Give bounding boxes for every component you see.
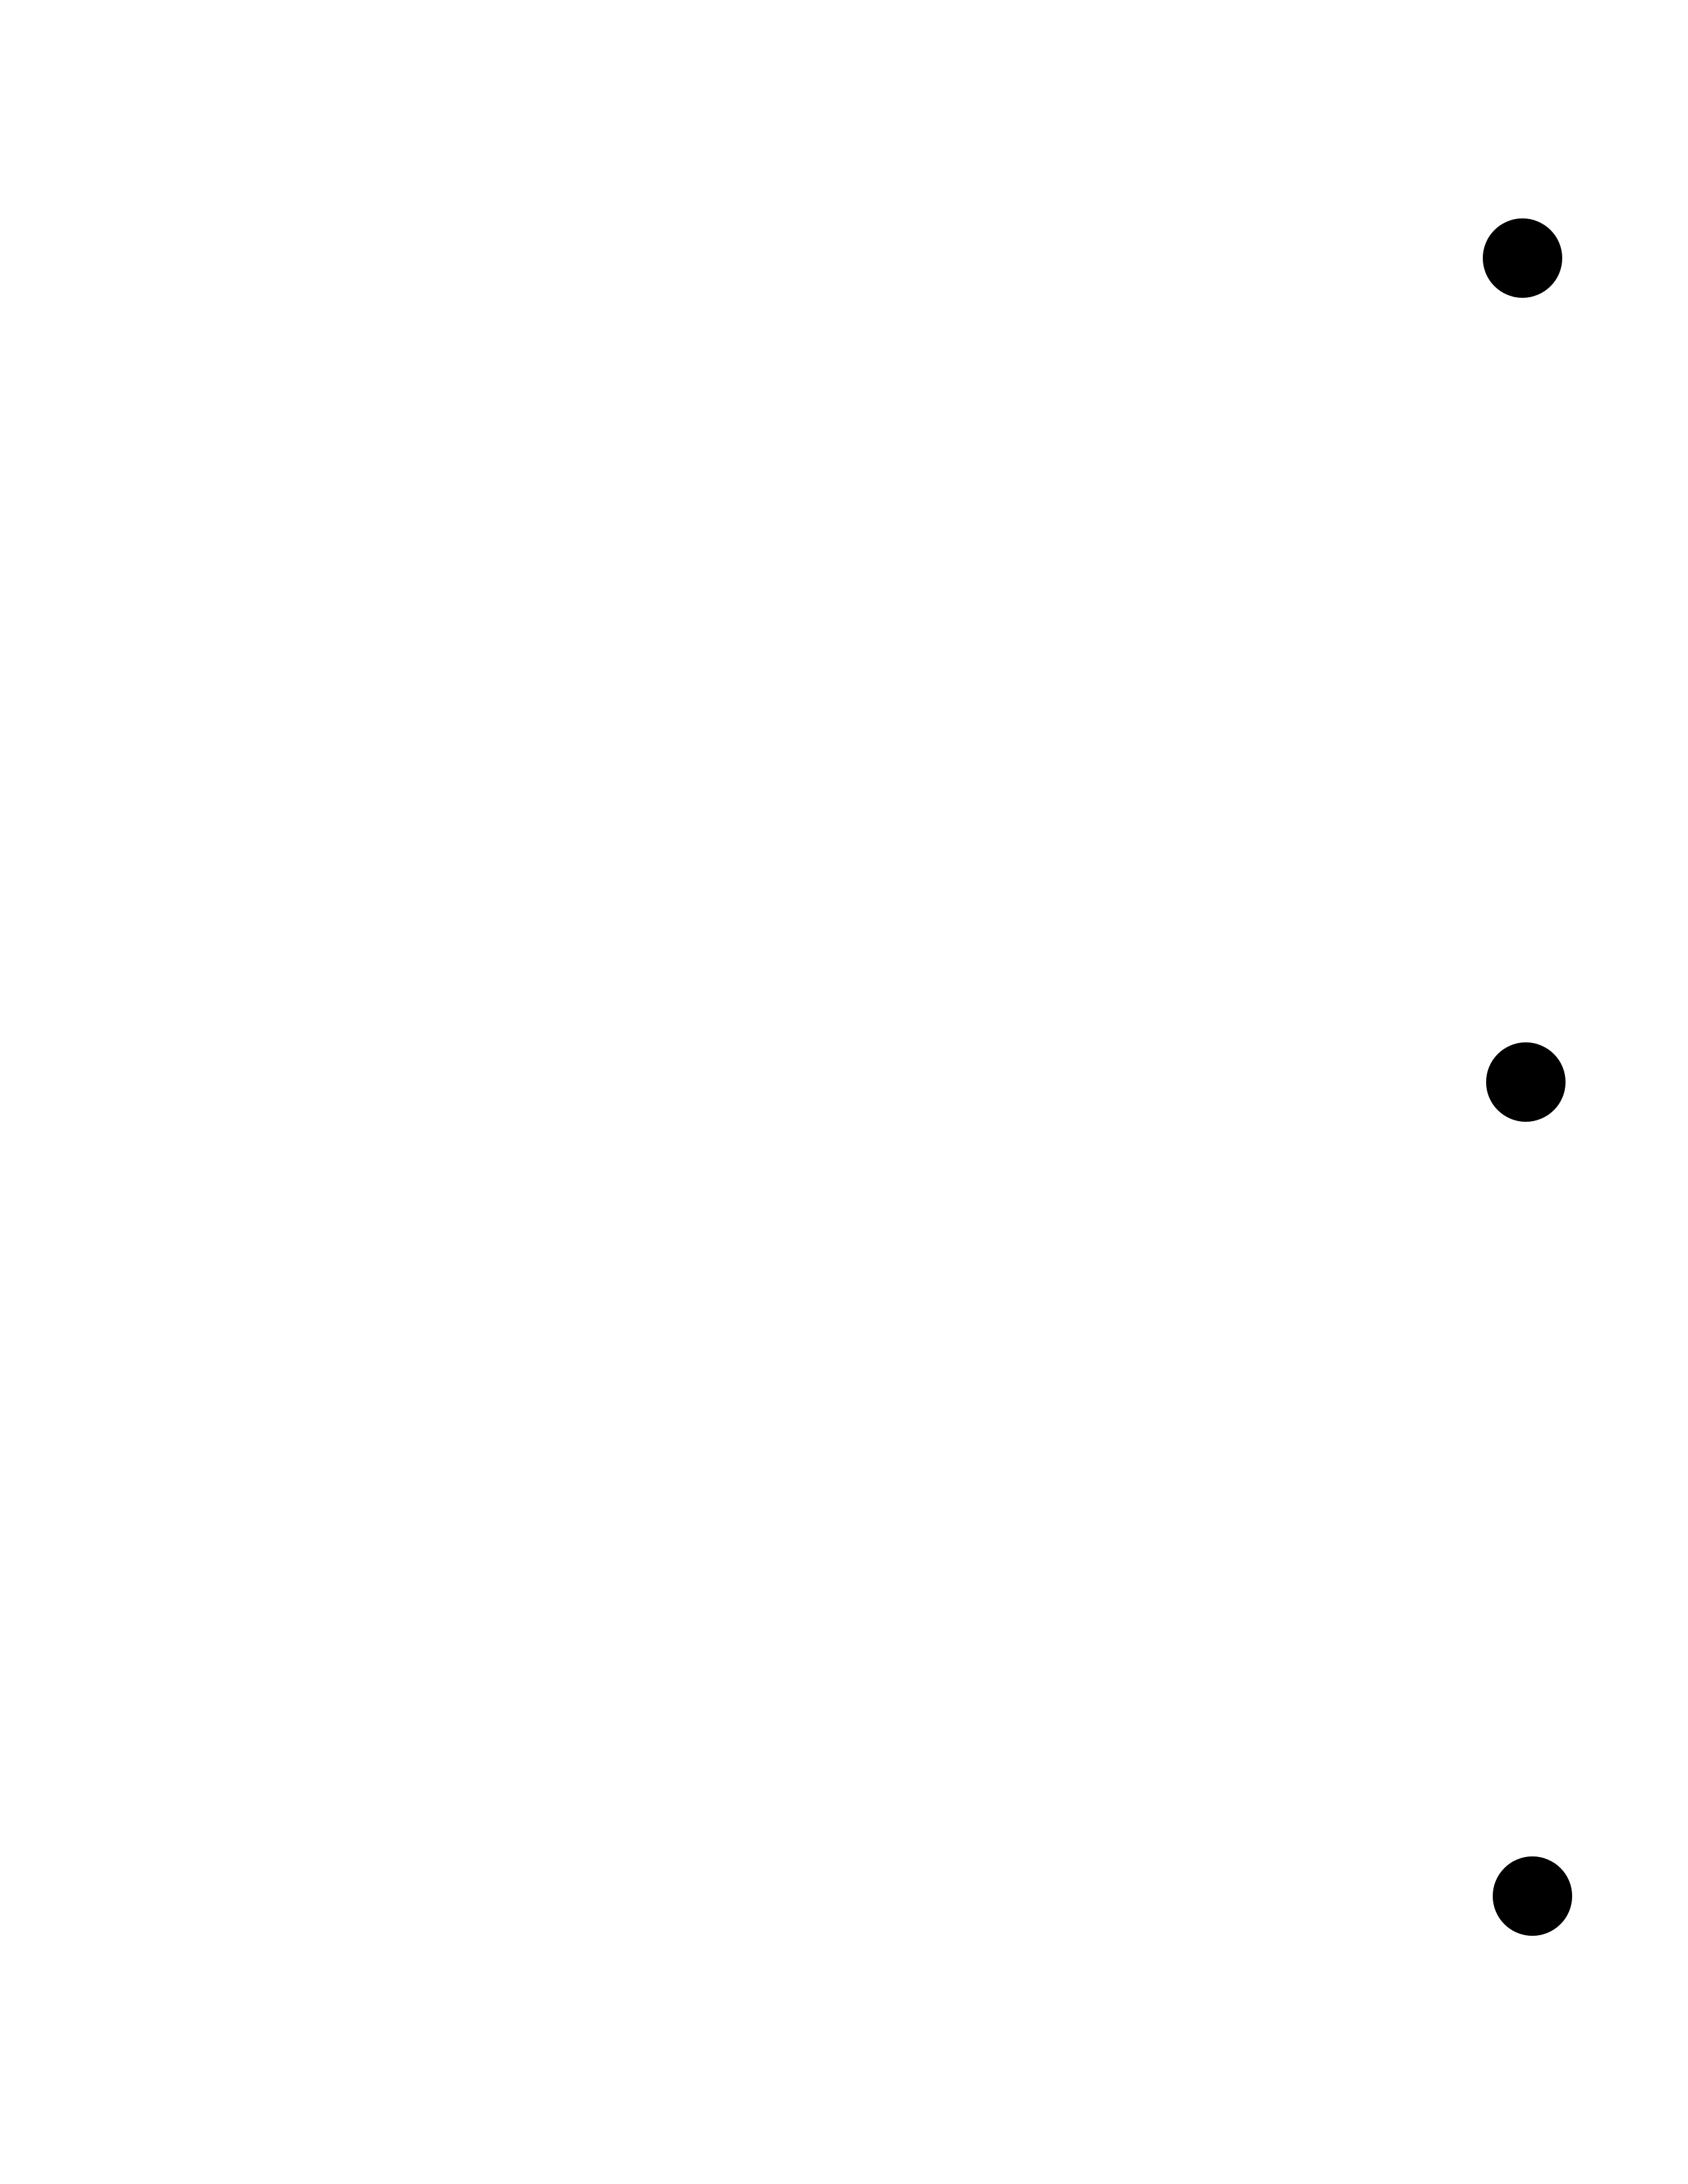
hole-punch-mark: [1493, 1856, 1572, 1936]
hole-punch-mark: [1486, 1042, 1566, 1122]
consular-section: [199, 387, 1523, 414]
hole-punch-mark: [1483, 218, 1562, 298]
